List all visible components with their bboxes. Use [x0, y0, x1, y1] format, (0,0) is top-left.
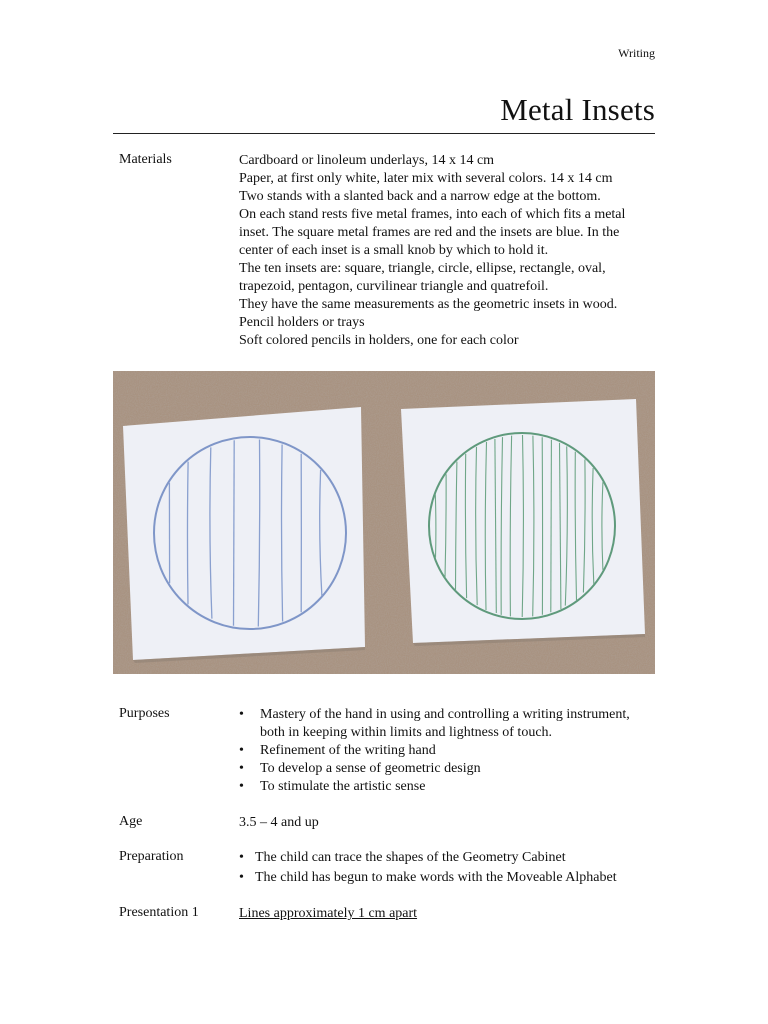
section-header: Writing — [618, 46, 655, 60]
presentation-1-value: Lines approximately 1 cm apart — [239, 906, 418, 921]
bullet-glyph: • — [239, 707, 244, 722]
preparation-item — [239, 868, 664, 888]
preparation-item — [239, 848, 664, 868]
purposes-list — [239, 706, 664, 796]
materials-label: Materials — [119, 152, 172, 167]
purpose-text: Refinement of the writing hand — [260, 743, 436, 758]
pencil-line — [435, 494, 436, 557]
materials-line: Cardboard or linoleum underlays, 14 x 14 cm — [239, 153, 495, 168]
presentation-1-label: Presentation 1 — [119, 905, 199, 920]
preparation-label: Preparation — [119, 849, 184, 864]
materials-line: Two stands with a slanted back and a narrow edge at the bottom. — [239, 189, 601, 204]
purpose-item — [239, 778, 664, 796]
left-paper — [123, 407, 365, 660]
age-value: 3.5 – 4 and up — [239, 815, 319, 830]
preparation-list — [239, 848, 664, 888]
materials-line: center of each inset is a small knob by which to hold it. — [239, 243, 549, 258]
materials-line: On each stand rests five metal frames, into each of which fits a metal — [239, 207, 626, 222]
purpose-item — [239, 760, 664, 778]
bullet-glyph: • — [239, 743, 244, 758]
purpose-item — [239, 742, 664, 760]
pencil-line — [234, 440, 235, 625]
title-rule — [113, 133, 655, 134]
materials-line: inset. The square metal frames are red and the insets are blue. In the — [239, 225, 620, 240]
age-label: Age — [119, 814, 143, 829]
materials-line: The ten insets are: square, triangle, circle, ellipse, rectangle, oval, — [239, 261, 606, 276]
materials-list — [239, 152, 664, 350]
bullet-glyph: • — [239, 850, 244, 865]
purposes-label: Purposes — [119, 706, 170, 721]
bullet-glyph: • — [239, 779, 244, 794]
materials-line: They have the same measurements as the geometric insets in wood. — [239, 297, 618, 312]
bullet-glyph: • — [239, 761, 244, 776]
materials-line: Pencil holders or trays — [239, 315, 365, 330]
page-title: Metal Insets — [500, 92, 655, 127]
preparation-text: The child can trace the shapes of the Geometry Cabinet — [255, 850, 566, 865]
purpose-item — [239, 706, 664, 742]
preparation-text: The child has begun to make words with the Moveable Alphabet — [255, 870, 617, 885]
purpose-text: Mastery of the hand in using and controlling a writing instrument, — [260, 707, 630, 722]
materials-line: Soft colored pencils in holders, one for each color — [239, 333, 519, 348]
materials-line: trapezoid, pentagon, curvilinear triangle and quatrefoil. — [239, 279, 549, 294]
purpose-text-continued: both in keeping within limits and lightness of touch. — [260, 725, 553, 740]
pencil-line — [551, 440, 552, 612]
bullet-glyph: • — [239, 870, 244, 885]
purpose-text: To stimulate the artistic sense — [260, 779, 426, 794]
metal-insets-photo — [113, 371, 655, 674]
purpose-text: To develop a sense of geometric design — [260, 761, 481, 776]
materials-line: Paper, at first only white, later mix with several colors. 14 x 14 cm — [239, 171, 613, 186]
pencil-line — [187, 462, 188, 605]
